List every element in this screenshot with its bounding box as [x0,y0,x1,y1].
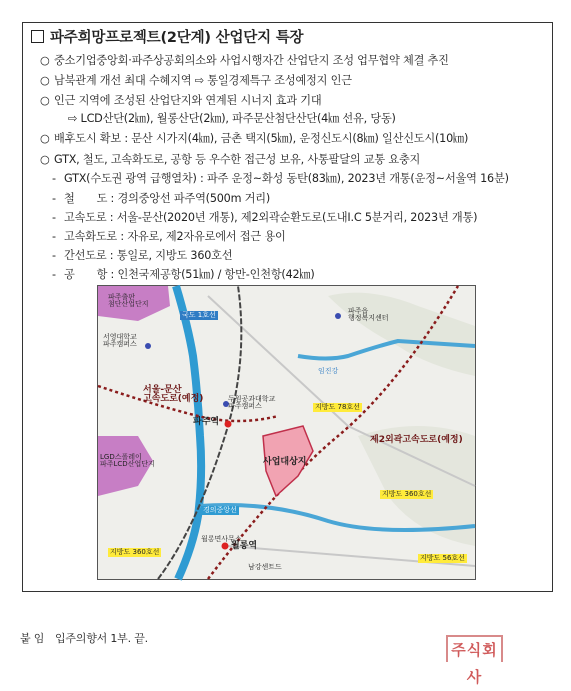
map-label-seoul-uni: 서영대학교 파주캠퍼스 [103,333,137,348]
seoul-uni-marker [145,343,151,349]
dash-item: - GTX(수도권 광역 급행열차) : 파주 운정~화성 동탄(83㎞), 2023년 개통(운정~서울역 16분) [52,172,509,185]
dash-item: - 철 도 : 경의중앙선 파주역(500m 거리) [52,192,271,205]
dash-item: - 공 항 : 인천국제공항(51㎞) / 항만-인천항(42㎞) [52,268,315,281]
attachment-footer: 붙 임 입주의향서 1부. 끝. [20,632,148,645]
dash-item: - 고속화도로 : 자유로, 제2자유로에서 접근 용이 [52,230,286,243]
section-title: 파주희망프로젝트(2단계) 산업단지 특장 [31,26,303,47]
bullet-item: ○ 배후도시 확보 : 문산 시가지(4㎞), 금촌 택지(5㎞), 운정신도시(8㎞) 일산신도시(10㎞) [40,132,469,145]
map-label-paju-hq: 파주읍 행정복지센터 [348,307,389,322]
map-label-site: 사업대상지 [263,457,307,467]
map-label-paju-station: 파주역 [193,417,220,427]
dash-item: - 간선도로 : 통일로, 지방도 360호선 [52,249,233,262]
map-graphic [98,286,475,579]
map-label-river: 임진강 [318,367,339,375]
location-map [97,285,476,580]
dash-item: - 고속도로 : 서울-문산(2020년 개통), 제2외곽순환도로(도내I.C 5분거리, 2023년 개통) [52,211,478,224]
company-seal: 주식회사 [446,635,503,662]
map-label-dongwon: 두원공과대학교 파주캠퍼스 [228,395,276,410]
map-label-gyeongui: 경의중앙선 [203,506,237,514]
map-label-wolrong-office: 월롱면사무소 [201,535,242,543]
sub-arrow-item: ⇨ LCD산단(2㎞), 월롱산단(2㎞), 파주문산첨단산단(4㎞ 선유, 당동) [68,112,396,125]
map-label-outer-ring: 제2외곽고속도로(예정) [370,435,463,445]
checkbox-icon [31,30,44,43]
map-label-route360: 지방도 360호선 [110,548,160,556]
map-label-route78: 지방도 78호선 [315,403,360,411]
map-label-route360b: 지방도 360호선 [382,490,432,498]
map-label-route1: 국도 1호선 [182,311,216,319]
paju-station-marker [225,421,232,428]
wolrong-station-marker [222,543,229,550]
map-label-highway: 서울-문산 고속도로(예정) [143,385,204,404]
bullet-item: ○ GTX, 철도, 고속화도로, 공항 등 우수한 접근성 보유, 사통팔달의 교통 요충지 [40,153,421,166]
bullet-item: ○ 남북관계 개선 최대 수혜지역 ⇨ 통일경제특구 조성예정지 인근 [40,74,352,87]
bullet-item: ○ 인근 지역에 조성된 산업단지와 연계된 시너지 효과 기대 [40,94,322,107]
bullet-item: ○ 중소기업중앙회·파주상공회의소와 사업시행자간 산업단지 조성 업무협약 체결 추진 [40,54,449,67]
map-label-wolrong-station: 월롱역 [231,541,258,551]
map-label-route56: 지방도 56호선 [420,554,465,562]
map-label-paju-uni: 파주출판 첨단산업단지 [108,293,149,308]
paju-hq-marker [335,313,341,319]
map-label-bottom-place: 남강센트드 [248,563,282,571]
map-label-lgd: LGD스폴레이 파주LCD산업단지 [100,453,155,468]
